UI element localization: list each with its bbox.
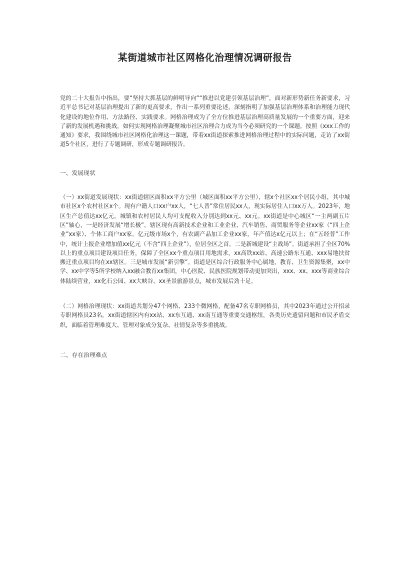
section-heading-governance-difficulties: 二、存在治理难点: [60, 352, 108, 359]
section-heading-development-status: 一、发展现状: [60, 170, 96, 177]
document-title: 某街道城市社区网格化治理情况调研报告: [117, 53, 293, 64]
intro-paragraph: 党的二十大报告中指出，要“坚持大抓基层的鲜明导向”“推进以党建引领基层治理”，面对新形势新任务新要求，习近平总书记对基层治理提出了新的更高要求，作出一系列重要论述，深刻指明了加强基层治理体系和治理能力现代化建设的地位作用、方法路径、实践要求。网格治理成为了全方位推进基层治理高质量发展的一个重要方面，迎来了新的发展机遇和挑战。如何实现网格治理凝聚城市社区治理合力成为当今必须研究的一个课题。按照《xxx工作的通知》要求，我围绕城市社区网格化治理这一课题，带着xx街道探索推进网格治理过程中的实际问题，走访了xx街道5个社区，进行了专题调研，形成专题调研报告。: [60, 96, 350, 149]
paragraph-grid-governance: （二）网格治理现状：xx街道共划分47个网格、233个微网格，配备47名专职网格员，其中2023年通过公开招录专职网格员23名。xx街道辖区内有xx站、xx东互通、xx南互通等重要交通枢纽，各类历史遗留问题和市民矛盾交织，面临着管理难度大、管理对象成分复杂、社情复杂等多重挑战。: [60, 304, 350, 329]
paragraph-street-development: （一）xx街道发展现状：xx街道辖区面积xx平方公里（城区面积xx平方公里），辖x个社区xx个居民小组，其中城市社区x个农村社区x个。现有户籍人口xx户xx人，“七人普”常住居民xx人，现实际居住人口xx万人。2023年，地区生产总值达xx亿元。城镇和农村居民人均可支配收入分别达到xx元、xx元。xx街道是中心城区“一主两副五片区”轴心，一是经济发展“增长极”。辖区现有高新技术企业和工业企业、汽车销售、商贸服务等企业xx家（“四上企业”xx家）、个体工商户xx家。亿元级市场x个，有农副产品加工企业xx家，年产值达x亿元以上；在“五经普”工作中，统计上报企业增加值xx亿元（不含“四上企业”），位居全区之首。二是新城建设“主战场”。街道承担了全区70%以上的重点项目建设项目任务，保障了全区xx个重点项目用地需求，xx高铁xx站、高速公路东互通、xxx易地扶贫搬迁重点项目均在xx辖区。三是城市发展“新引擎”。街道是区综合行政服务中心属地，教育、卫生资源集聚，xx中学、xx中学等5所学校纳入xx融合教育xx集团，中心医院、民族医院规划带动更加突出，xxx、xx、xxx等商业综合体陆续营业，xx化石公园、xx大峡谷、xx圣景旅游景点，城市发展后劲十足。: [60, 195, 350, 285]
